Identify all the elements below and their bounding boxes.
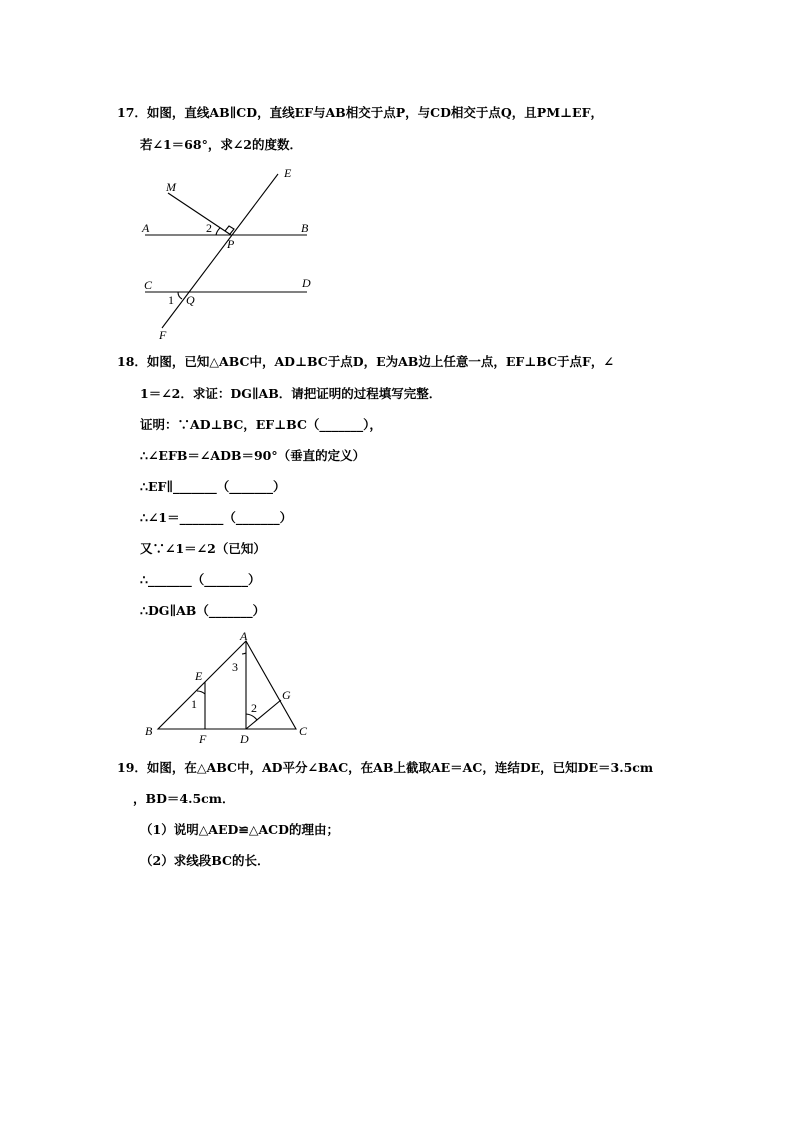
q19-part-2: （2）求线段BC的长． [140,853,270,868]
triangle-abc [158,641,296,729]
q18-proof-line: ∴∠1＝_______（_______） [140,510,293,525]
label-b: B [301,221,309,235]
q17-text-line-2: 若∠1＝68°，求∠2的度数． [140,137,302,152]
label-f: F [159,328,167,342]
q18-proof-line: ∴_______（_______） [140,572,261,587]
q19-part-1: （1）说明△AED≌△ACD的理由； [140,822,339,837]
q18-proof-line: 证明：∵AD⊥BC，EF⊥BC（_______）， [140,417,382,432]
q18-proof-line: ∴EF∥_______（_______） [140,479,286,494]
q19-text-line-1: 19．如图，在△ABC中，AD平分∠BAC，在AB上截取AE＝AC，连结DE，已知DE＝3.5cm [117,760,654,775]
label-1: 1 [168,293,174,307]
label-c: C [299,724,308,738]
label-a: A [240,629,248,643]
label-2: 2 [206,221,212,235]
label-p: P [227,237,235,251]
label-3: 3 [232,660,238,674]
label-1: 1 [191,697,197,711]
label-d: D [240,732,249,746]
q19-text-line-2: ，BD＝4.5cm． [133,791,235,806]
label-g: G [282,688,291,702]
q17-text-line-1: 17．如图，直线AB∥CD，直线EF与AB相交于点P，与CD相交于点Q，且PM⊥EF， [117,105,603,120]
label-d: D [302,276,311,290]
q18-text-line-2: 1＝∠2．求证：DG∥AB．请把证明的过程填写完整． [140,386,442,401]
label-f: F [199,732,207,746]
q18-proof-line: ∴∠EFB＝∠ADB＝90°（垂直的定义） [140,448,366,463]
angle-1-arc [197,691,205,694]
label-e: E [195,669,203,683]
label-q: Q [186,293,195,307]
label-a: A [142,221,150,235]
label-m: M [166,180,176,194]
q18-proof-line: ∴DG∥AB（_______） [140,603,266,618]
q18-proof-line: 又∵∠1＝∠2（已知） [140,541,266,556]
label-b: B [145,724,153,738]
label-2: 2 [251,701,257,715]
angle-3-arc [242,653,246,654]
label-c: C [144,278,153,292]
label-e: E [284,166,292,180]
q18-text-line-1: 18．如图，已知△ABC中，AD⊥BC于点D，E为AB边上任意一点，EF⊥BC于点F，∠ [117,354,614,369]
